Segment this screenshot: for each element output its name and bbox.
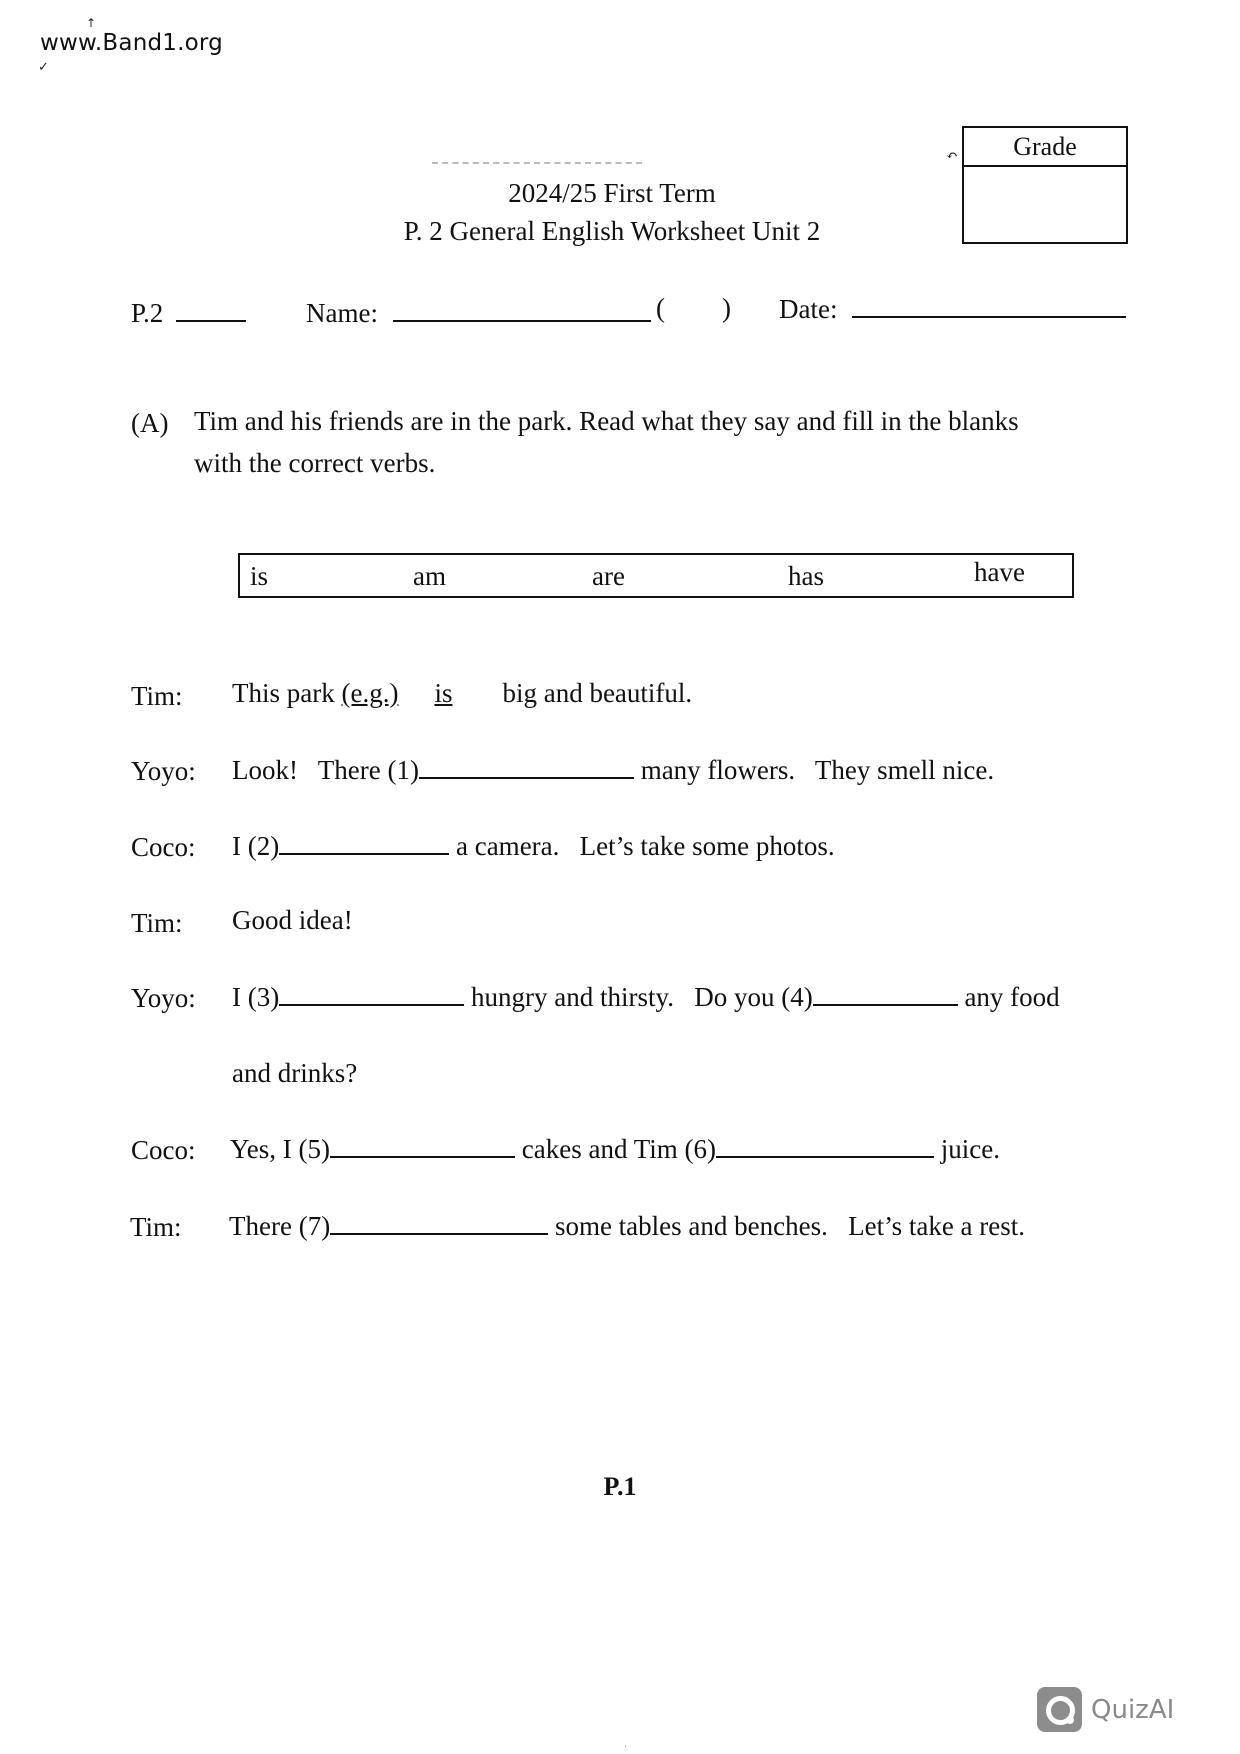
word-bank-item: has: [788, 561, 824, 591]
term-heading: 2024/25 First Term: [508, 178, 716, 208]
class-label: P.2: [131, 298, 164, 328]
class-number-close: ): [722, 293, 731, 323]
date-field: [779, 292, 1126, 325]
dialogue-line: Good idea!: [232, 905, 353, 935]
page-number: P.1: [603, 1472, 637, 1501]
speaker-label: Coco:: [131, 832, 196, 862]
answer-blank-4[interactable]: [813, 980, 958, 1006]
speaker-label: Tim:: [131, 681, 183, 711]
dialogue-continuation: and drinks?: [232, 1058, 358, 1088]
dialogue-text: I (2): [232, 831, 280, 861]
dialogue-text: many flowers. They smell nice.: [633, 755, 995, 785]
dialogue-line: [230, 1132, 1000, 1165]
answer-blank-2[interactable]: [279, 829, 449, 855]
dialogue-line: [232, 753, 994, 786]
word-bank-item: is: [250, 561, 269, 591]
section-a-instruction-line2: with the correct verbs.: [194, 448, 436, 478]
scan-mark: ': [625, 1744, 627, 1753]
name-blank[interactable]: [393, 296, 651, 322]
dialogue-text: Yes, I (5): [230, 1134, 331, 1164]
quizai-logo: [1037, 1687, 1174, 1732]
answer-blank-5[interactable]: [330, 1132, 515, 1158]
word-bank-item: are: [592, 561, 625, 591]
scan-mark: ↑: [86, 16, 97, 30]
word-bank-item: am: [413, 561, 446, 591]
dialogue-text: This park: [232, 678, 342, 708]
dialogue-text: some tables and benches. Let’s take a rest.: [548, 1211, 1026, 1241]
dialogue-text: a camera. Let’s take some photos.: [449, 831, 835, 861]
date-blank[interactable]: [852, 292, 1126, 318]
dialogue-text: cakes and Tim (6): [515, 1134, 716, 1164]
worksheet-title: P. 2 General English Worksheet Unit 2: [403, 216, 821, 246]
speaker-label: Tim:: [130, 1212, 182, 1242]
dialogue-text: Look! There (1): [232, 755, 419, 785]
faint-school-line: [432, 162, 642, 164]
date-label: Date:: [779, 294, 838, 324]
class-field: [131, 296, 246, 329]
word-bank: [238, 553, 1074, 598]
answer-blank-6[interactable]: [716, 1132, 934, 1158]
word-bank-item: have: [974, 557, 1025, 587]
grade-label: Grade: [964, 128, 1126, 167]
quizai-brand: QuizAI: [1091, 1694, 1175, 1725]
dialogue-text: any food: [957, 982, 1060, 1012]
speaker-label: Tim:: [131, 908, 183, 938]
section-a-instruction-line1: Tim and his friends are in the park. Read what they say and fill in the blanks: [194, 406, 1019, 436]
answer-blank-3[interactable]: [279, 980, 464, 1006]
dialogue-text: I (3): [232, 982, 280, 1012]
dialogue-text: big and beautiful.: [502, 678, 693, 708]
grade-box: [962, 126, 1128, 244]
name-field: [306, 296, 651, 329]
answer-blank-1[interactable]: [419, 753, 634, 779]
speaker-label: Coco:: [131, 1135, 196, 1165]
example-answer: is: [434, 678, 453, 708]
dialogue-line: [229, 1209, 1025, 1242]
scan-mark: ✓: [38, 60, 49, 75]
speaker-label: Yoyo:: [131, 983, 196, 1013]
class-number-open: (: [656, 293, 665, 323]
speaker-label: Yoyo:: [131, 756, 196, 786]
name-label: Name:: [306, 298, 378, 328]
dialogue-line: [232, 829, 835, 862]
dialogue-text: hungry and thirsty. Do you (4): [464, 982, 813, 1012]
dialogue-line: [232, 980, 1060, 1013]
scan-mark: ↶: [946, 149, 958, 164]
example-label: (e.g.): [341, 678, 399, 708]
site-watermark: www.Band1.org: [40, 30, 223, 56]
dialogue-text: There (7): [229, 1211, 331, 1241]
dialogue-text: juice.: [934, 1134, 1000, 1164]
dialogue-line: [232, 678, 692, 709]
answer-blank-7[interactable]: [330, 1209, 548, 1235]
quizai-icon: [1037, 1687, 1082, 1732]
class-blank[interactable]: [176, 296, 246, 322]
section-a-marker: (A): [131, 408, 169, 438]
